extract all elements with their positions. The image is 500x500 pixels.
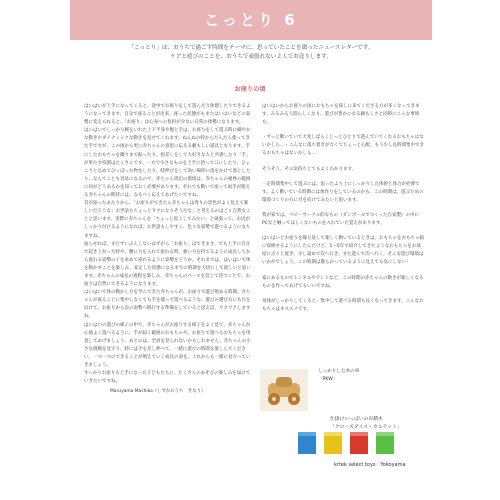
article-paragraph: 家にあるものでトンネルやテントなど、この時期の赤ちゃんの動きが楽しくなるものを作ってあげてもいいですね。 <box>262 275 424 289</box>
block-green <box>376 432 394 454</box>
article-paragraph: ・ずっと動いていて大変しばらくじっとひとりで遊んでいてくれるおもちゃはないかしら…・こんなに落ち着きがなくてちょっと心配。もう少し長時間集中できるおもちゃはないかしら… <box>262 135 424 157</box>
toy1-caption: しっかりした木の車 「PKW」 <box>318 369 360 382</box>
article-paragraph: はいはいとお座りを繰り返して楽しく動いているときは、おもちゃをおもちゃ箱に収納するようにしたんだけど、1〜5年で紹介してきたようなおもちゃをお部屋に点々と置き、少し遠めで次へ行き、また遊んで次へ行く。そんな遊び環境はいかがでしょう。この時期は散らかっているように見えても気にしない！ <box>262 236 424 266</box>
article-paragraph: はいはいの遊びの様子の中で、赤ちゃんがお座りする様子をよく見て、赤ちゃんが心地よく遊べるように、手が届く範囲のおもちゃや、お座りで遊べるおもちゃを用意してあげましょう。あとのは、全員を見られないかもしれません。赤ちゃんの小さな挑戦を見守り、時には手を差し伸べて、一緒に遊びの時間を楽しんでください。一つ一つのできることが増えていく成長の姿を、これからも一緒に見守っていきましょう。 <box>84 322 251 368</box>
intro-line: 「こっとり」は、おうちで過ごす時間をテーマに、思っていたことを綴ったニュースレターです。 <box>128 45 374 51</box>
left-column <box>84 103 252 396</box>
article-paragraph: はいはいが上手になってくると、途中でお座りをして遊んだり休憩したりできるようになってきます。自分で座ることが出来、座った状態がもまたはいはいなどの姿勢に変えられると、「お座り」は心身への負担が少ない日常の体勢になります。 <box>84 104 251 126</box>
right-column <box>262 103 424 321</box>
article-paragraph: 身体がしっかりしてくると、集中して遊べる時間も長くなってきます。こんなおもちゃはオススメです。 <box>262 298 424 312</box>
block-blue <box>298 432 316 454</box>
article-paragraph: すっかりお座りも上手になった子どもたちに、たくさんのあそびの楽しみを届けていきたいですね。 <box>84 371 251 385</box>
article-paragraph: はいはいで体の動かし方を学んできた赤ちゃんが、お座りで遊び始める時期。赤ちゃんが座ることに集中しなくても手を使って遊べるような、遊びの選び方にも目を向けて、お座りから次の姿勢へ移行する準備をしていると思えば、ワクワクしますね。 <box>84 290 251 320</box>
article-paragraph: はいはいからお座りの頃におもちゃを探しに来てくださる方が多くなってきます。みるみる人間らしくなり、遊びが豊かになる頼もしさと同時にこんな事情も。 <box>262 104 420 126</box>
intro-text <box>70 44 432 62</box>
newsletter-title: こっとり 6 <box>70 0 432 40</box>
block-yellow <box>324 432 342 454</box>
article-paragraph: 我が家では、ベビーサークル的なもの（ダンボールでつくった自家製）の中にPCなど触ってほしくないものを入れていた覚えがあります。 <box>262 212 420 227</box>
article-paragraph: 座らせれば、まだずいぶんしないはずがら「お座り」はできます。でも上手に自分で起き上がった時や、腰に力を入れて座れる時、強い力を持てるように成長してから座れる姿勢の子を求めて座れるように姿勢をどうか。それまでは、はいはいで体を動かすことを楽しみ、安定した状態になるまでの時期を大切にして欲しいと思います。赤ちゃんの成長の過程を楽しみ、赤ちゃんのペースを信じて待つことで、お座りは自然にできるようになります。 <box>84 241 251 288</box>
author-credit: Maruyama Machiko（しずかおうち きなり） <box>110 389 206 395</box>
intro-line: ケアと遊びのことを、おうちで頑張れない２人でお送りします。 <box>170 54 332 60</box>
header <box>0 0 500 90</box>
article-paragraph: 一定時間集中して遊ぶには、思ったより上にしっかりした体幹と体力が必要です。よく動いている時期には体作りをしているのかも。この時期は、遊ぶための環境づくりの方に目を向けてみたいと思います。 <box>262 181 424 203</box>
section-title: お座りの頃 <box>234 86 266 93</box>
toy2-caption: 仕掛けいっぱいの布積木 「クローズダイス・カルテット」 <box>330 417 402 430</box>
article-paragraph: はいはいでしっかり腕をいれた上下半身や腹と手は、お座りをして遊ぶ時に細やかな動きやダイナミックな動きを見せてくれます。ねんねの時からだんだん使ってきた手ですが、この頃から更に赤ちゃんの意思に応える頼もしい道具となります。手にしたおもちゃを隣りまで振ったり、指差しをして大好きな人と共感したり「手」が果たす役割はたくさんです。一方で小さなものを上手に拾って口にしたり、ひょこりと込めてひっぱった物をしたり、時押びをして高い場所に指をかけて落としたり…なんてことも容易になるので、赤ちゃん周辺の環境は、赤ちゃんの視界の範囲に何がどうあるかを知っておく必要があります。それでも動いて座って両手が使える赤ちゃんの期待には、なるべく応えてあげたいですね。 <box>84 128 251 199</box>
wooden-car-image <box>260 369 308 411</box>
article-paragraph: そうそう、その気持ちとてもよくわかります。 <box>262 166 357 172</box>
shop-credit: krtek select toys : Yokoyama <box>334 462 406 468</box>
article-paragraph: 首が座ったあたりから、「お座りができたら赤ちゃんは周りの景色がよく見えて楽しいだろうな」お世話もちょっとラクになりそうだな」と考えるのはごく自然なことと思います。実際に赤ちゃんを「ちょっと起こしてみたい」と頑張って、お尻がしっかり付けるようになれば、お世話もしやすく、色々な姿勢で遊べるようになりますね。 <box>84 201 251 239</box>
block-red <box>350 432 368 454</box>
